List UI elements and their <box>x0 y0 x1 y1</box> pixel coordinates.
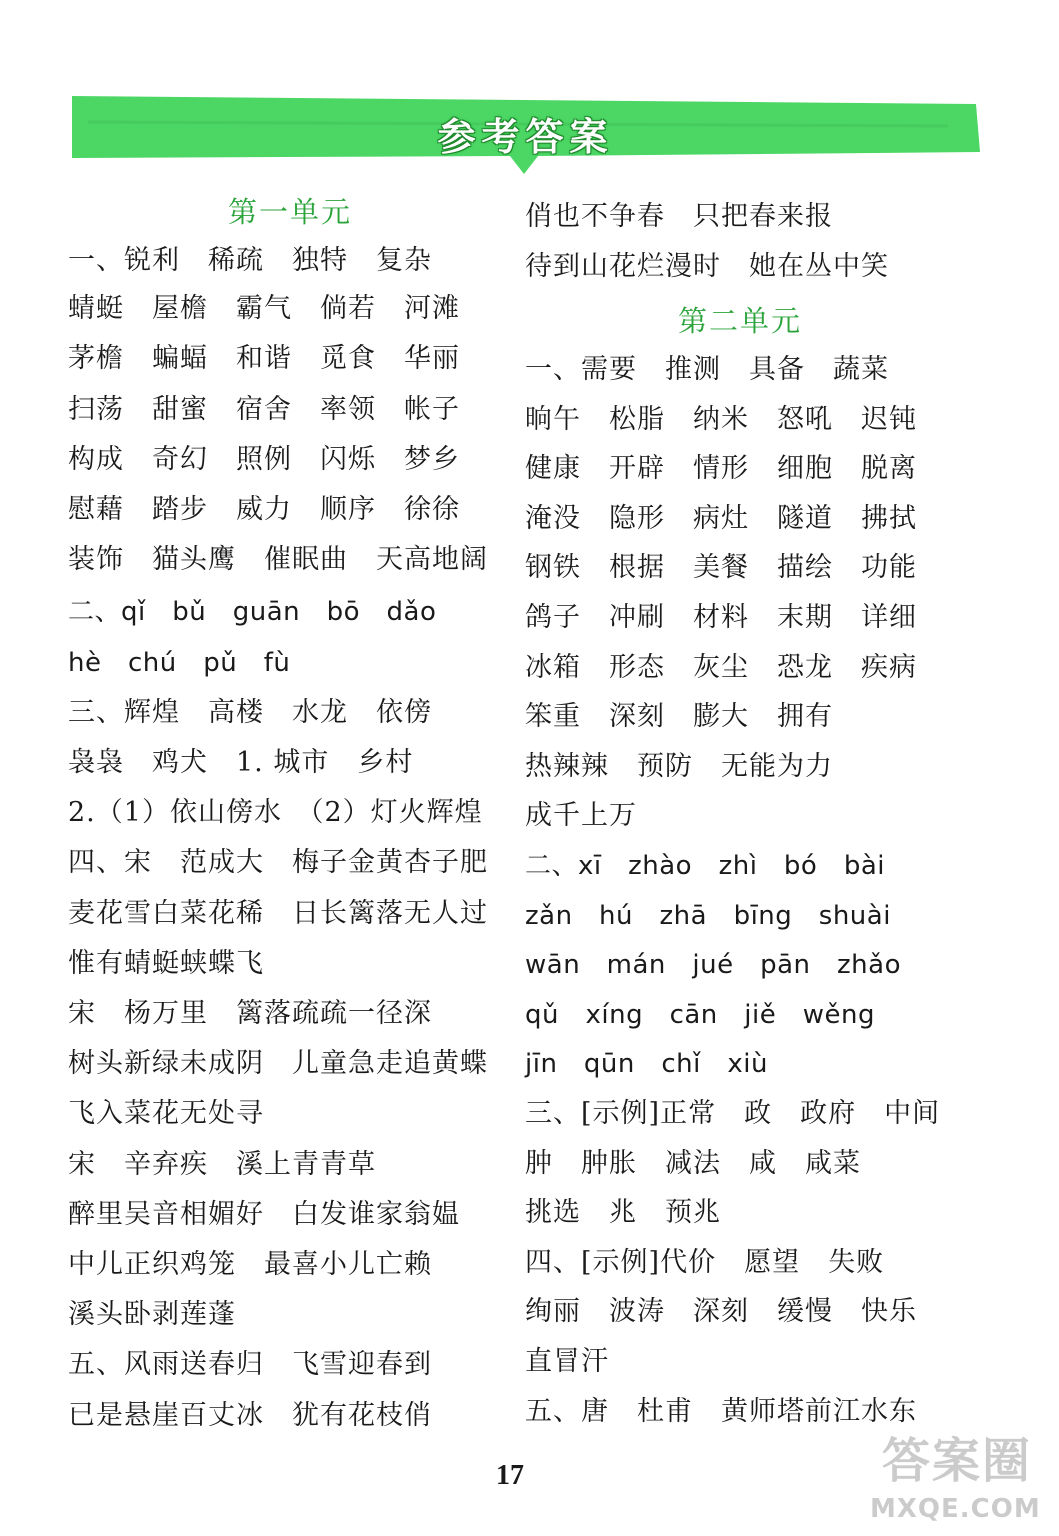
answer-line: 惟有蜻蜓蛱蝶飞 <box>68 947 264 979</box>
answer-line: 冰箱 形态 灰尘 恐龙 疾病 <box>525 651 917 683</box>
answer-line: 健康 开辟 情形 细胞 脱离 <box>525 453 917 485</box>
answer-line: 淹没 隐形 病灶 隧道 拂拭 <box>525 502 917 534</box>
answer-line: 慰藉 踏步 威力 顺序 徐徐 <box>68 494 460 525</box>
answer-line: 宋 辛弃疾 溪上青青草 <box>68 1148 376 1180</box>
unit-1-title: 第一单元 <box>228 195 353 229</box>
answer-line: 飞入菜花无处寻 <box>68 1098 264 1130</box>
answer-line: zǎn hú zhā bīng shuài <box>525 900 891 931</box>
answer-line: 热辣辣 预防 无能为力 <box>525 750 833 782</box>
answer-line: 直冒汗 <box>525 1346 609 1377</box>
answer-line: 钢铁 根据 美餐 描绘 功能 <box>525 552 917 584</box>
answer-line: 麦花雪白菜花稀 日长篱落无人过 <box>68 897 488 929</box>
answer-line: 成千上万 <box>525 800 637 832</box>
page-number: 17 <box>496 1460 524 1491</box>
answer-line: 二、qǐ bǔ guān bō dǎo <box>68 597 437 628</box>
answer-line: wān mán jué pān zhǎo <box>525 950 901 981</box>
answer-line: 俏也不争春 只把春来报 <box>525 201 833 232</box>
watermark-url: MXQE.COM <box>870 1494 1041 1524</box>
answer-line: 已是悬崖百丈冰 犹有花枝俏 <box>68 1399 432 1431</box>
answer-line: 挑选 兆 预兆 <box>525 1197 721 1229</box>
answer-line: 构成 奇幻 照例 闪烁 梦乡 <box>68 443 460 475</box>
answer-line: 一、锐利 稀疏 独特 复杂 <box>68 245 432 276</box>
answer-line: 五、唐 杜甫 黄师塔前江水东 <box>525 1395 917 1427</box>
answer-line: 2.（1）依山傍水 （2）灯火辉煌 <box>68 797 483 829</box>
watermark-logo-text: 答案圈 <box>882 1433 1033 1489</box>
answer-line: 扫荡 甜蜜 宿舍 率领 帐子 <box>68 393 460 425</box>
answer-line: 笨重 深刻 膨大 拥有 <box>525 701 833 733</box>
unit-2-title: 第二单元 <box>678 304 803 338</box>
answer-line: 肿 肿胀 减法 咸 咸菜 <box>525 1147 861 1179</box>
answer-line: 树头新绿未成阴 儿童急走追黄蝶 <box>68 1048 488 1080</box>
answer-line: 溪头卧剥莲蓬 <box>68 1299 236 1331</box>
answer-line: 宋 杨万里 篱落疏疏一径深 <box>68 998 432 1029</box>
answer-line: 四、宋 范成大 梅子金黄杏子肥 <box>68 847 488 879</box>
answer-line: 一、需要 推测 具备 蔬菜 <box>525 354 889 385</box>
answer-line: 晌午 松脂 纳米 怒吼 迟钝 <box>525 403 917 435</box>
answer-line: 中儿正织鸡笼 最喜小儿亡赖 <box>68 1249 432 1280</box>
answer-line: qǔ xíng cān jiě wěng <box>525 999 875 1030</box>
answer-line: 三、辉煌 高楼 水龙 依傍 <box>68 696 432 728</box>
answer-line: 三、[示例]正常 政 政府 中间 <box>525 1098 941 1129</box>
answer-line: 五、风雨送春归 飞雪迎春到 <box>68 1349 432 1381</box>
answer-line: 四、[示例]代价 愿望 失败 <box>525 1246 885 1278</box>
answer-line: 袅袅 鸡犬 1. 城市 乡村 <box>68 747 414 778</box>
answer-line: 醉里吴音相媚好 白发谁家翁媪 <box>68 1198 460 1230</box>
answer-line: 绚丽 波涛 深刻 缓慢 快乐 <box>525 1296 917 1328</box>
answer-line: 蜻蜓 屋檐 霸气 倘若 河滩 <box>68 293 460 325</box>
banner-title: 参考答案 <box>437 115 614 159</box>
answer-line: 茅檐 蝙蝠 和谐 觅食 华丽 <box>68 343 460 375</box>
answer-line: 二、xī zhào zhì bó bài <box>525 851 885 881</box>
answer-line: 待到山花烂漫时 她在丛中笑 <box>525 251 889 282</box>
answer-banner <box>68 92 983 176</box>
answer-line: hè chú pǔ fù <box>68 647 291 678</box>
answer-line: 鸽子 冲刷 材料 末期 详细 <box>525 602 917 633</box>
answer-line: 装饰 猫头鹰 催眠曲 天高地阔 <box>68 544 488 576</box>
site-watermark <box>860 1418 1050 1530</box>
answer-line: jīn qūn chǐ xiù <box>525 1049 768 1080</box>
